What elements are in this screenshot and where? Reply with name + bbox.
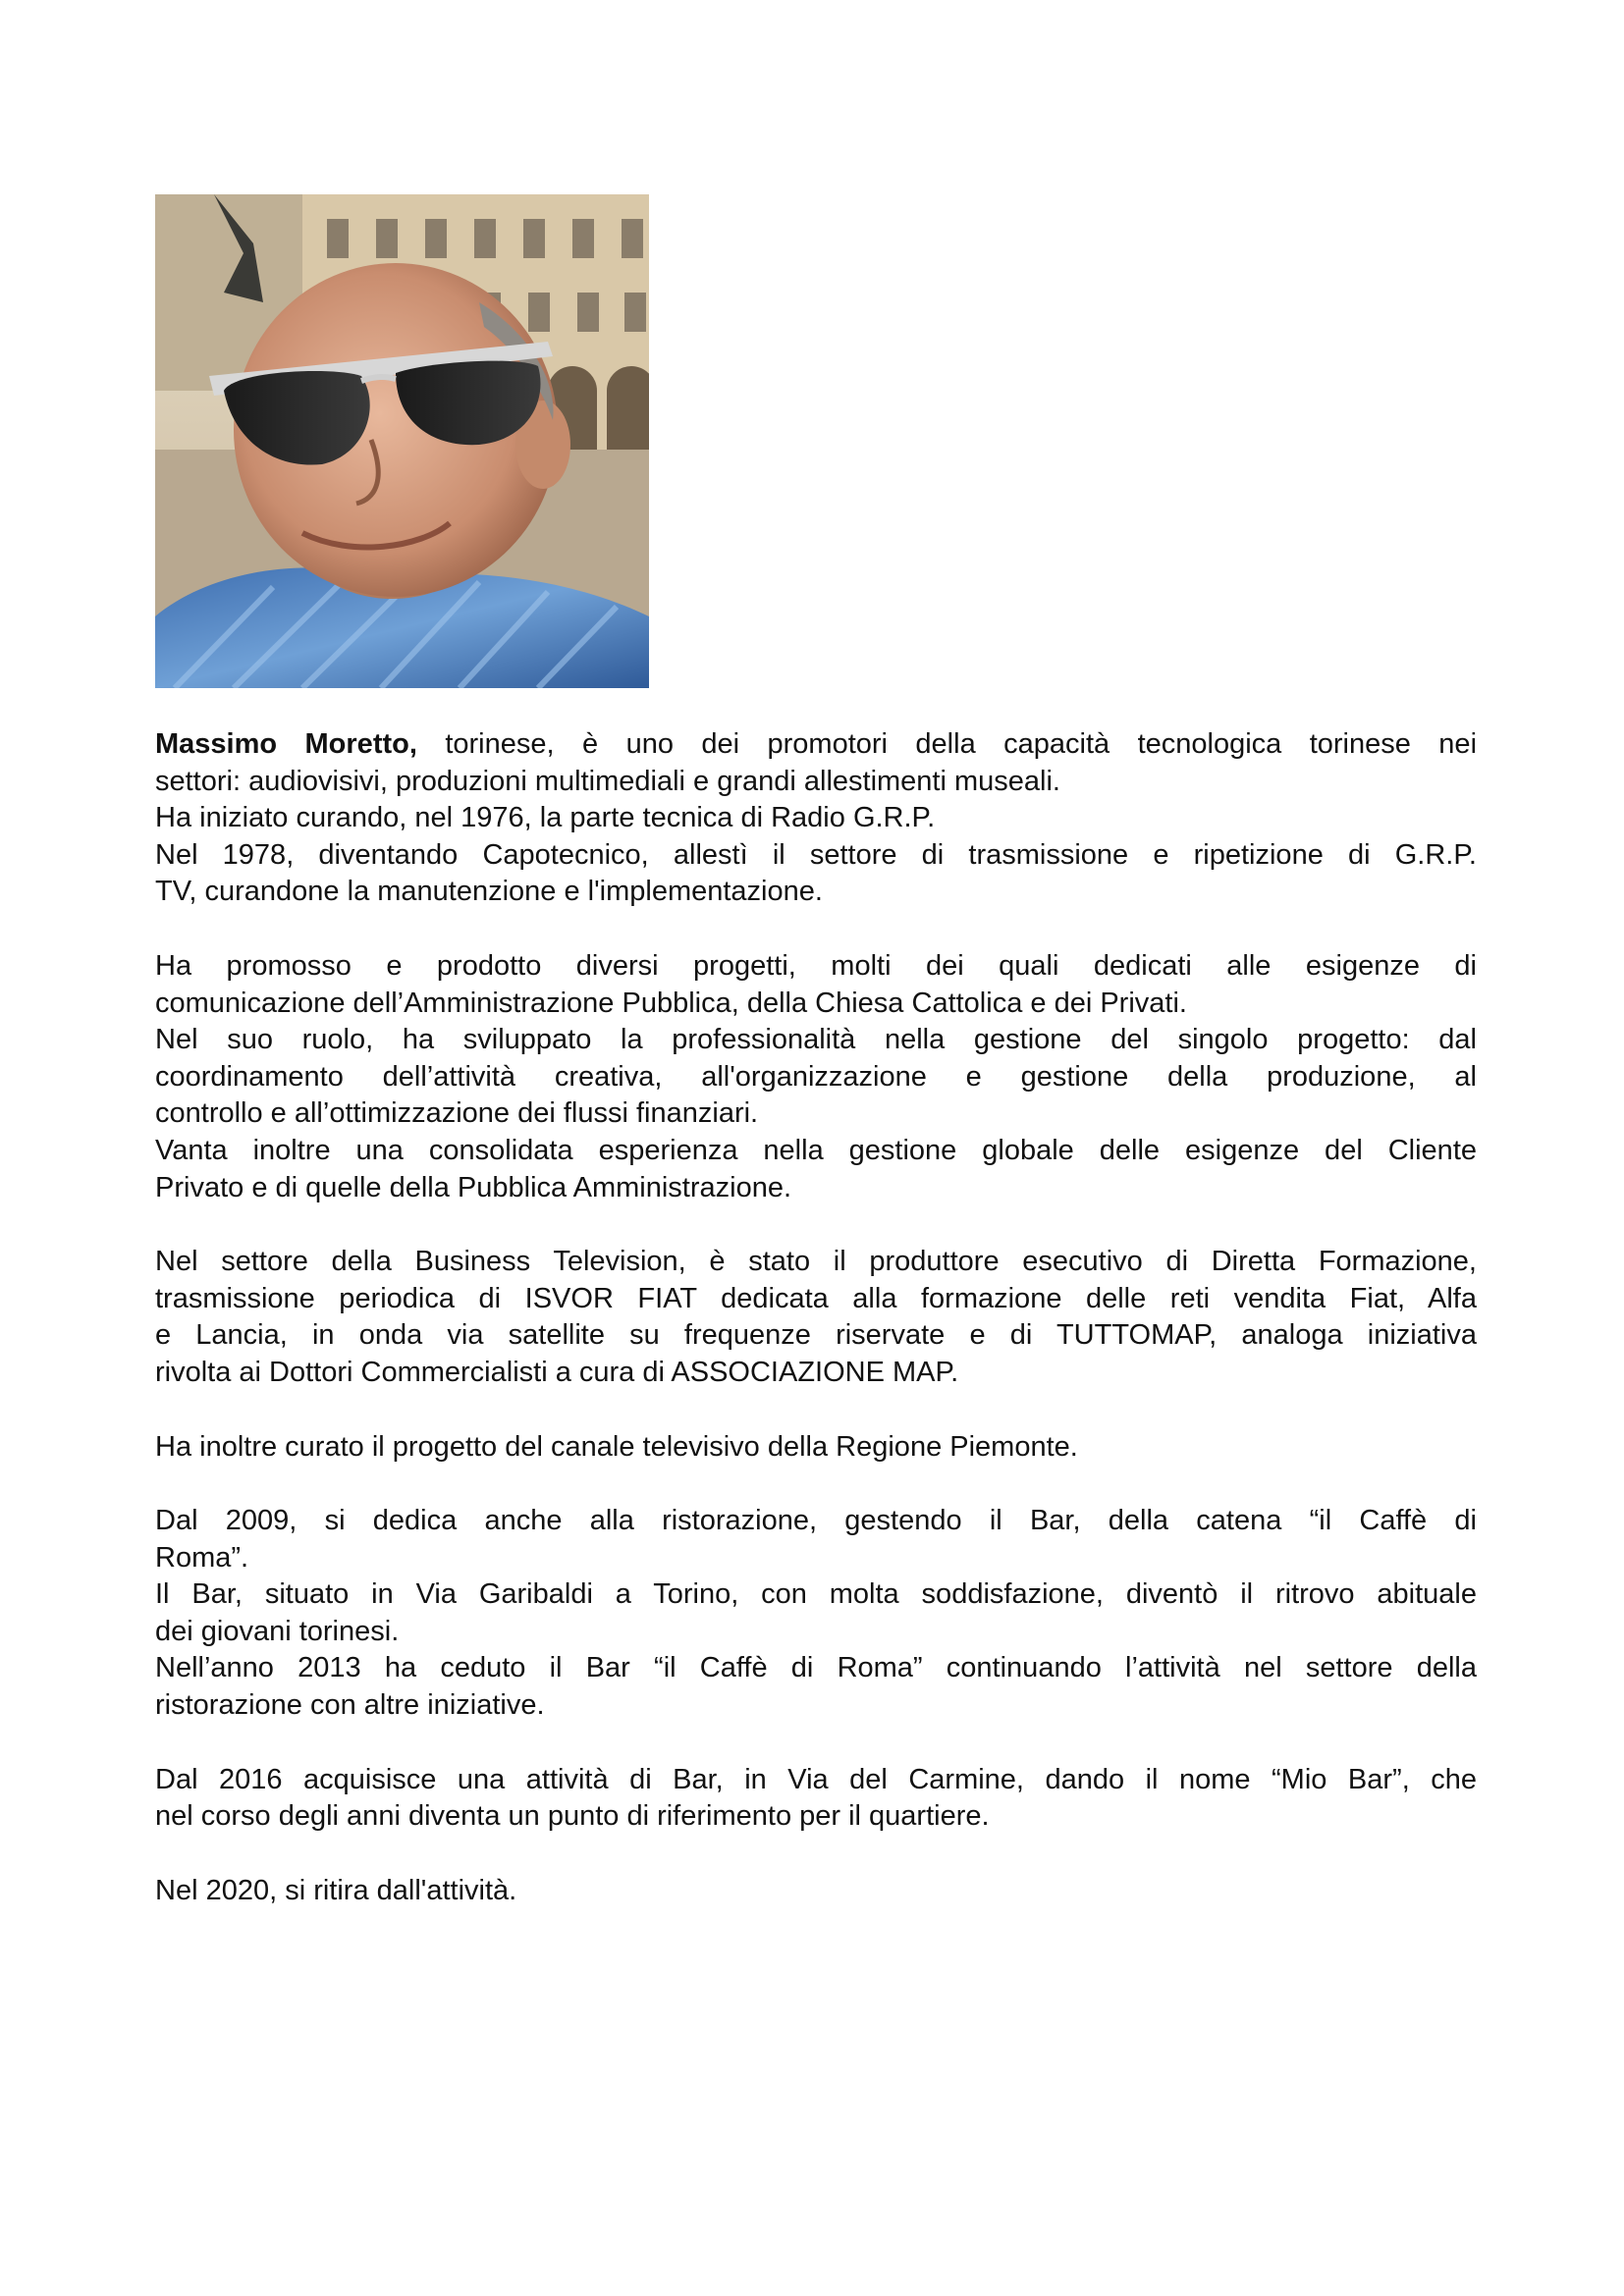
person-name: Massimo Moretto, xyxy=(155,728,417,760)
bio-retire-paragraph xyxy=(155,1873,1477,1910)
bio-caffe-line-6: ristorazione con altre iniziative. xyxy=(155,1689,545,1722)
bio-caffe-line-2: Roma”. xyxy=(155,1541,249,1574)
bio-intro-line-2: settori: audiovisivi, produzioni multimediali e grandi allestimenti museali. xyxy=(155,765,1060,797)
bio-caffe-line-5: Nell’anno 2013 ha ceduto il Bar “il Caffè di Roma” continuando l’attività nel settore della xyxy=(155,1652,1477,1684)
bio-projects-line-2: comunicazione dell’Amministrazione Pubblica, della Chiesa Cattolica e dei Privati. xyxy=(155,987,1187,1019)
bio-projects-line-6: Vanta inoltre una consolidata esperienza nella gestione globale delle esigenze del Cliente xyxy=(155,1134,1477,1166)
bio-regione-paragraph xyxy=(155,1429,1477,1467)
bio-caffe-line-1: Dal 2009, si dedica anche alla ristorazione, gestendo il Bar, della catena “il Caffè di xyxy=(155,1505,1477,1537)
bio-projects-line-1: Ha promosso e prodotto diversi progetti, molti dei quali dedicati alle esigenze di xyxy=(155,949,1477,982)
bio-caffe-line-4: dei giovani torinesi. xyxy=(155,1615,400,1647)
bio-business-tv-line-3: e Lancia, in onda via satellite su frequenze riservate e di TUTTOMAP, analoga iniziativa xyxy=(155,1319,1477,1352)
bio-intro-line-3: Ha iniziato curando, nel 1976, la parte tecnica di Radio G.R.P. xyxy=(155,802,936,834)
bio-business-tv-line-2: trasmissione periodica di ISVOR FIAT dedicata alla formazione delle reti vendita Fiat, Alfa xyxy=(155,1282,1477,1314)
bio-intro-line-1-rest: è uno dei promotori della capacità tecnologica torinese nei xyxy=(582,728,1478,760)
bio-projects-paragraph xyxy=(155,948,1477,1206)
bio-business-tv-line-1: Nel settore della Business Television, è stato il produttore esecutivo di Diretta Formazione, xyxy=(155,1246,1477,1278)
bio-caffe-paragraph xyxy=(155,1503,1477,1725)
bio-intro-line-5: TV, curandone la manutenzione e l'implementazione. xyxy=(155,876,823,908)
portrait-photo xyxy=(155,194,649,688)
bio-business-tv-paragraph xyxy=(155,1244,1477,1391)
bio-business-tv-line-4: rivolta ai Dottori Commercialisti a cura di ASSOCIAZIONE MAP. xyxy=(155,1356,959,1388)
bio-intro-line-1 xyxy=(155,726,1477,764)
bio-mio-bar-line-1: Dal 2016 acquisisce una attività di Bar, in Via del Carmine, dando il nome “Mio Bar”, che xyxy=(155,1763,1477,1795)
bio-projects-line-5: controllo e all’ottimizzazione dei flussi finanziari. xyxy=(155,1097,759,1130)
bio-projects-line-4: coordinamento dell’attività creativa, all'organizzazione e gestione della produzione, al xyxy=(155,1060,1477,1093)
bio-mio-bar-line-2: nel corso degli anni diventa un punto di riferimento per il quartiere. xyxy=(155,1800,990,1833)
bio-projects-line-3: Nel suo ruolo, ha sviluppato la professionalità nella gestione del singolo progetto: dal xyxy=(155,1024,1477,1056)
bio-projects-line-7: Privato e di quelle della Pubblica Amministrazione. xyxy=(155,1171,792,1203)
portrait-illustration xyxy=(155,194,649,688)
bio-intro-paragraph xyxy=(155,726,1477,911)
bio-caffe-line-3: Il Bar, situato in Via Garibaldi a Torino, con molta soddisfazione, diventò il ritrovo abituale xyxy=(155,1578,1477,1611)
bio-regione-line-1: Ha inoltre curato il progetto del canale televisivo della Regione Piemonte. xyxy=(155,1430,1078,1463)
bio-mio-bar-paragraph xyxy=(155,1762,1477,1836)
biography xyxy=(155,726,1477,1947)
person-origin: torinese, xyxy=(445,728,555,760)
bio-retire-line-1: Nel 2020, si ritira dall'attività. xyxy=(155,1874,517,1906)
bio-intro-line-4: Nel 1978, diventando Capotecnico, allestì il settore di trasmissione e ripetizione di G.R.P. xyxy=(155,838,1477,871)
